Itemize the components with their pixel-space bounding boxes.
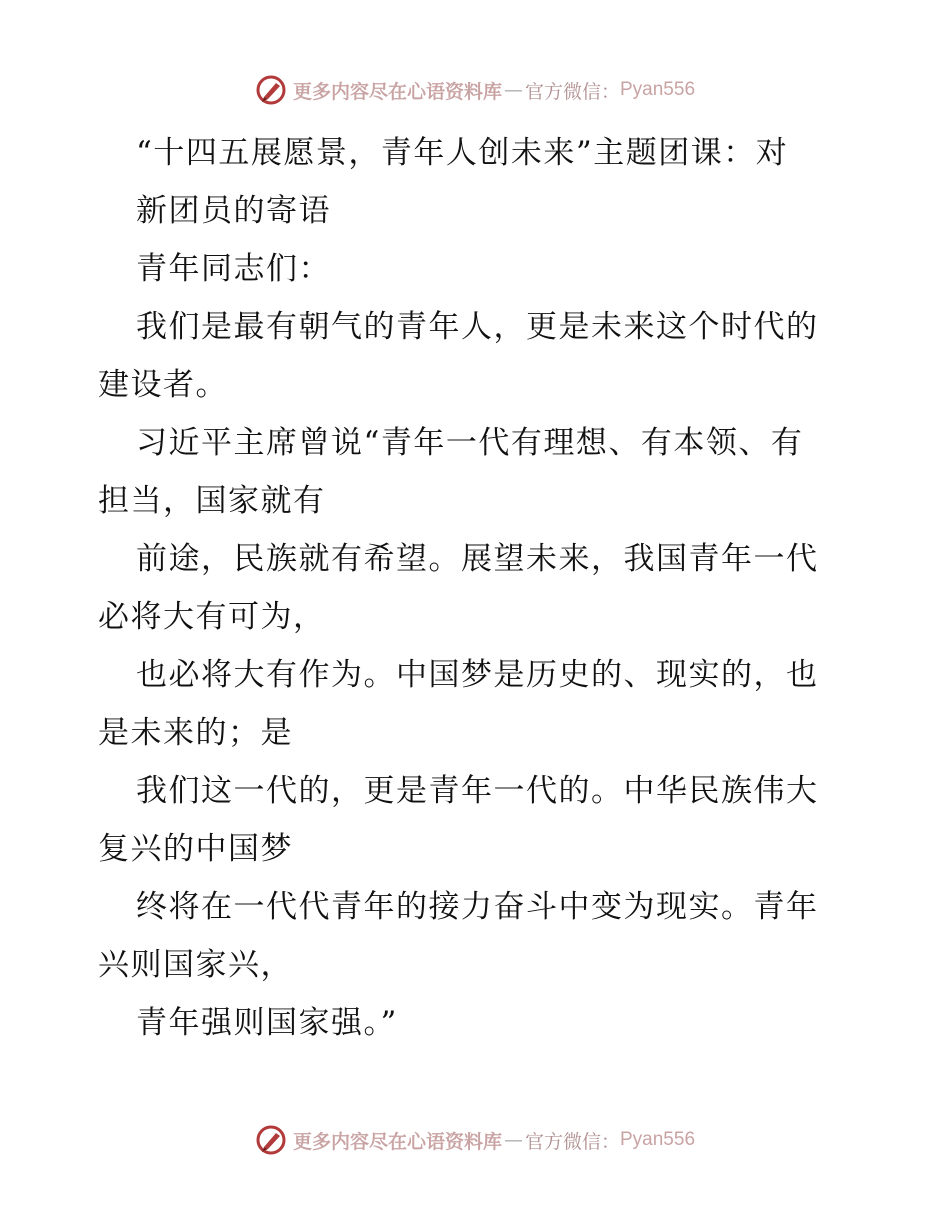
document-line: 复兴的中国梦	[98, 831, 293, 867]
banner-main-text: 更多内容尽在心语资料库	[292, 1130, 502, 1153]
pen-circle-logo-icon	[255, 74, 287, 106]
document-line: 青年强则国家强。”	[136, 1005, 398, 1041]
banner-main-text: 更多内容尽在心语资料库	[292, 80, 502, 103]
document-line: 青年同志们：	[136, 251, 331, 287]
header-banner	[0, 70, 950, 110]
document-line: 终将在一代代青年的接力奋斗中变为现实。青年	[136, 889, 819, 925]
banner-dash: —	[503, 1129, 523, 1151]
banner-wechat-label: 官方微信：	[524, 80, 620, 103]
document-line: 习近平主席曾说“青年一代有理想、有本领、有	[136, 425, 804, 461]
footer-banner	[0, 1120, 950, 1160]
banner-dash: —	[503, 79, 523, 101]
document-line: 也必将大有作为。中国梦是历史的、现实的，也	[136, 657, 819, 693]
document-body	[98, 124, 850, 1052]
banner-wechat-id: Pyan556	[620, 1129, 696, 1150]
document-line: 我们这一代的，更是青年一代的。中华民族伟大	[136, 773, 819, 809]
document-line: 新团员的寄语	[136, 193, 331, 229]
document-line: 兴则国家兴，	[98, 947, 293, 983]
document-line: 必将大有可为，	[98, 599, 326, 635]
document-line: “十四五展愿景，青年人创未来”主题团课：对	[136, 135, 789, 171]
pen-circle-logo-icon	[255, 1124, 287, 1156]
document-line: 前途，民族就有希望。展望未来，我国青年一代	[136, 541, 819, 577]
document-line: 是未来的；是	[98, 715, 293, 751]
banner-wechat-id: Pyan556	[620, 79, 696, 100]
document-line: 担当，国家就有	[98, 483, 326, 519]
document-line: 我们是最有朝气的青年人，更是未来这个时代的	[136, 309, 819, 345]
banner-wechat-label: 官方微信：	[524, 1130, 620, 1153]
document-line: 建设者。	[98, 367, 228, 403]
